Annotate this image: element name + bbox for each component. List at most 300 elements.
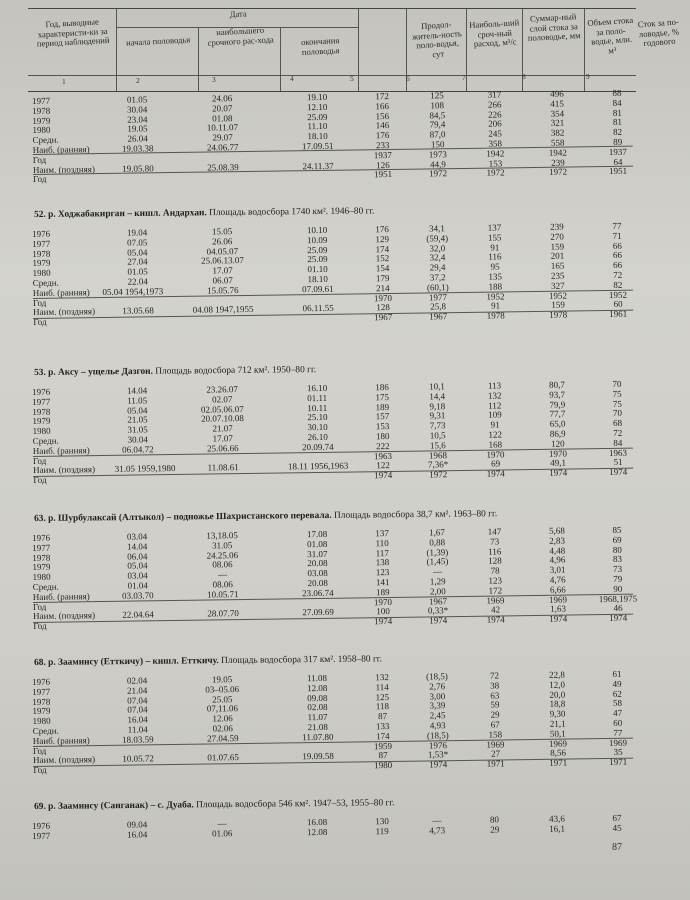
cell-start: 14.04 bbox=[126, 541, 148, 552]
cell-volume: 18,8 bbox=[549, 698, 566, 710]
cell-max-date: 01.07.65 bbox=[207, 752, 239, 763]
cell-start: 07.05 bbox=[126, 237, 148, 248]
cell-max-date: 13,18.05 bbox=[206, 530, 238, 541]
cell-end: 21.08 bbox=[307, 721, 328, 733]
cell-max-date: 31.05 bbox=[211, 540, 233, 551]
cell-start: 01.05 bbox=[126, 94, 148, 105]
cell-percent: 58 bbox=[612, 698, 622, 709]
cell-end: 12.08 bbox=[306, 682, 328, 693]
cell-depth: 91 bbox=[490, 419, 500, 430]
cell-discharge: 1968 bbox=[428, 449, 448, 461]
cell-volume: 235 bbox=[550, 270, 565, 281]
cell-percent: 79 bbox=[613, 573, 623, 584]
cell-max-date: 23.26.07 bbox=[206, 384, 238, 395]
cell-start: 18.03.59 bbox=[122, 734, 154, 745]
cell-start: 23.04 bbox=[127, 113, 148, 125]
cell-max-date: 12.06 bbox=[212, 713, 233, 724]
row-label: Наиб. (ранняя) bbox=[32, 144, 90, 155]
cell-duration: 172 bbox=[375, 91, 389, 102]
cell-start: 19.05 bbox=[127, 123, 148, 135]
cell-discharge: 87,0 bbox=[429, 129, 446, 140]
cell-discharge: 32,4 bbox=[429, 252, 446, 263]
cell-duration: 176 bbox=[375, 130, 390, 141]
cell-depth: 116 bbox=[488, 251, 502, 263]
cell-percent: 75 bbox=[612, 388, 622, 399]
cell-start: 03.03.70 bbox=[122, 590, 154, 601]
cell-percent: 72 bbox=[613, 427, 623, 438]
cell-depth: 91 bbox=[491, 300, 501, 311]
cell-start: 19.04 bbox=[126, 227, 148, 238]
row-label: Наим. (поздняя) bbox=[33, 754, 96, 766]
cell-start: 30.04 bbox=[127, 434, 148, 445]
cell-discharge: 1,53* bbox=[427, 749, 449, 760]
cell-depth: 188 bbox=[488, 281, 503, 292]
cell-discharge: 7,73 bbox=[429, 420, 446, 431]
cell-depth: 38 bbox=[490, 680, 500, 691]
cell-duration: 138 bbox=[375, 557, 390, 568]
cell-depth: 245 bbox=[488, 128, 502, 139]
cell-start: 19.05.80 bbox=[122, 162, 154, 174]
row-label: 1978 bbox=[32, 248, 51, 259]
cell-max-date: 24.06.77 bbox=[206, 142, 239, 153]
cell-max-date: 10.05.71 bbox=[207, 588, 239, 600]
cell-percent: 46 bbox=[613, 603, 623, 614]
cell-volume: 50,1 bbox=[549, 728, 566, 739]
column-number: 3 bbox=[212, 75, 216, 84]
cell-percent: 1937 bbox=[608, 146, 627, 157]
cell-percent: 1951 bbox=[609, 166, 628, 177]
row-label: 1976 bbox=[31, 676, 51, 687]
cell-volume: 6,66 bbox=[549, 584, 566, 595]
cell-end: 10.10 bbox=[306, 224, 328, 236]
cell-end: 16.08 bbox=[306, 816, 328, 828]
cell-end: 18.10 bbox=[307, 131, 328, 142]
cell-percent: 82 bbox=[612, 126, 623, 138]
cell-end: 20.08 bbox=[307, 558, 328, 569]
cell-depth: 29 bbox=[490, 709, 500, 720]
cell-end: 24.11.37 bbox=[302, 160, 334, 171]
cell-depth: 128 bbox=[488, 555, 502, 567]
cell-depth: 147 bbox=[487, 526, 502, 537]
cell-volume: 77,7 bbox=[549, 408, 566, 420]
cell-percent: 88 bbox=[612, 87, 622, 98]
row-label: Наим. (поздняя) bbox=[33, 610, 96, 622]
cell-start: 06.04.72 bbox=[122, 444, 154, 455]
cell-discharge: 34,1 bbox=[429, 223, 445, 234]
cell-duration: 1980 bbox=[374, 760, 393, 771]
cell-discharge: 10,1 bbox=[429, 381, 445, 392]
row-label: Средн. bbox=[32, 725, 59, 736]
cell-max-date: 19.05 bbox=[211, 674, 233, 685]
cell-percent: 1974 bbox=[609, 466, 628, 478]
cell-volume: 558 bbox=[550, 137, 565, 148]
cell-depth: 95 bbox=[490, 261, 500, 272]
cell-end: 18.10 bbox=[307, 273, 328, 285]
cell-depth: 116 bbox=[488, 546, 502, 557]
cell-discharge: 150 bbox=[430, 139, 445, 150]
cell-duration: 176 bbox=[375, 224, 389, 235]
cell-duration: 1974 bbox=[374, 470, 393, 481]
cell-end: 11.10 bbox=[307, 121, 328, 132]
cell-percent: 35 bbox=[613, 747, 623, 758]
cell-start: 16.04 bbox=[126, 829, 148, 840]
cell-percent: 1968,1975 bbox=[598, 593, 638, 604]
cell-depth: 63 bbox=[490, 690, 500, 701]
cell-depth: 226 bbox=[487, 109, 502, 120]
cell-start: 05.04 bbox=[127, 246, 148, 258]
cell-volume: 21,1 bbox=[549, 718, 566, 729]
cell-volume: 9,30 bbox=[549, 708, 566, 719]
cell-max-date: 04.05.07 bbox=[206, 245, 239, 257]
cell-volume: 49,1 bbox=[550, 457, 567, 469]
data-rows bbox=[31, 668, 628, 776]
row-label: 1977 bbox=[32, 686, 51, 697]
cell-end: 09.08 bbox=[307, 692, 328, 703]
cell-discharge: 1972 bbox=[429, 168, 448, 179]
cell-percent: 82 bbox=[613, 279, 623, 290]
cell-percent: 1974 bbox=[609, 612, 628, 624]
row-label: 1980 bbox=[32, 571, 51, 583]
cell-discharge: (18,5) bbox=[426, 671, 448, 682]
cell-percent: 64 bbox=[613, 156, 623, 167]
cell-start: 05.04 bbox=[127, 404, 148, 416]
cell-duration: 153 bbox=[375, 421, 390, 432]
cell-percent: 47 bbox=[612, 707, 623, 719]
section-basin-info: Площадь водосбора 1740 км². 1946–80 гг. bbox=[209, 206, 375, 219]
cell-discharge: 10,5 bbox=[429, 430, 446, 441]
cell-end: 27.09.69 bbox=[302, 607, 334, 618]
cell-volume: 86,9 bbox=[549, 428, 566, 439]
cell-discharge: 1974 bbox=[429, 615, 448, 626]
cell-duration: 186 bbox=[375, 382, 389, 393]
column-number: 8 bbox=[522, 72, 526, 81]
cell-depth: 78 bbox=[490, 565, 500, 576]
section-title-68 bbox=[34, 654, 382, 668]
cell-max-date: 10.11.07 bbox=[206, 122, 239, 133]
cell-duration: 126 bbox=[376, 159, 390, 170]
row-label: Год bbox=[32, 455, 47, 466]
cell-duration: 87 bbox=[378, 750, 388, 761]
cell-depth: 72 bbox=[489, 670, 500, 681]
cell-depth: 137 bbox=[487, 222, 502, 233]
cell-discharge: 1977 bbox=[428, 291, 448, 303]
cell-duration: 156 bbox=[375, 110, 390, 121]
cell-start: 21.04 bbox=[126, 685, 148, 696]
cell-percent: 80 bbox=[612, 544, 622, 555]
cell-percent: 71 bbox=[612, 230, 622, 241]
cell-end: 25.09 bbox=[307, 244, 328, 255]
cell-volume: 1974 bbox=[549, 613, 568, 624]
cell-volume: 1942 bbox=[548, 147, 567, 158]
cell-max-date: 02.07 bbox=[211, 394, 233, 405]
cell-discharge: 9,31 bbox=[429, 410, 446, 421]
cell-duration: 137 bbox=[375, 528, 389, 539]
cell-discharge: 44,9 bbox=[430, 158, 446, 170]
section-title-53 bbox=[34, 365, 316, 378]
row-label: Наим. (поздняя) bbox=[32, 163, 95, 175]
row-label: Год bbox=[32, 745, 47, 756]
cell-end: 12.08 bbox=[306, 826, 328, 837]
cell-duration: 146 bbox=[375, 120, 390, 131]
cell-percent: 81 bbox=[612, 117, 622, 128]
cell-volume: 93,7 bbox=[549, 389, 566, 400]
row-label: 1979 bbox=[32, 562, 51, 573]
cell-discharge: 1,29 bbox=[429, 576, 446, 587]
cell-volume: 4,96 bbox=[549, 554, 566, 566]
cell-max-date: — bbox=[217, 818, 227, 829]
header-runoff-depth: Суммар-ный слой стока за половодье, мм bbox=[527, 11, 581, 44]
cell-depth: 1952 bbox=[486, 290, 505, 302]
cell-percent: 1961 bbox=[609, 308, 628, 320]
row-label: 1980 bbox=[32, 715, 51, 727]
cell-max-date: 24.06 bbox=[211, 93, 233, 104]
row-label: 1976 bbox=[31, 532, 51, 543]
cell-depth: 168 bbox=[488, 439, 503, 450]
cell-volume: 321 bbox=[550, 117, 565, 129]
cell-depth: 132 bbox=[487, 390, 502, 401]
cell-duration: 132 bbox=[375, 672, 389, 683]
cell-percent: 85 bbox=[612, 524, 622, 535]
data-rows bbox=[31, 220, 628, 328]
cell-duration: 166 bbox=[375, 100, 389, 112]
cell-discharge: 9,18 bbox=[429, 400, 446, 412]
row-label: 1976 bbox=[31, 820, 51, 831]
cell-duration: 1959 bbox=[373, 740, 393, 751]
cell-volume: 65,0 bbox=[549, 418, 566, 429]
cell-discharge: 7,36* bbox=[427, 459, 449, 470]
row-label: Средн. bbox=[32, 435, 59, 446]
cell-duration: 174 bbox=[375, 243, 390, 254]
cell-depth: 1978 bbox=[486, 310, 505, 321]
cell-volume: 43,6 bbox=[549, 813, 565, 824]
section-river-name: 53. р. Аксу – ущелье Дазгон. bbox=[34, 366, 153, 378]
cell-duration: 87 bbox=[377, 711, 388, 722]
cell-start: 19.03.38 bbox=[121, 143, 154, 154]
row-label: 1980 bbox=[32, 267, 51, 279]
cell-depth: 113 bbox=[487, 380, 502, 391]
row-label: 1979 bbox=[32, 706, 51, 717]
cell-percent: 70 bbox=[612, 378, 622, 389]
row-label: Наиб. (ранняя) bbox=[32, 734, 90, 746]
cell-depth: 67 bbox=[490, 719, 500, 730]
cell-discharge: 2,45 bbox=[429, 710, 446, 721]
cell-max-date: 25.05 bbox=[212, 693, 233, 705]
row-label: 1978 bbox=[32, 696, 51, 707]
cell-depth: 206 bbox=[488, 118, 502, 130]
section-basin-info: Площадь водосбора 317 км². 1958–80 гг. bbox=[221, 654, 382, 667]
cell-end: 12.10 bbox=[306, 101, 328, 112]
row-label: Средн. bbox=[32, 581, 59, 592]
row-label: 1979 bbox=[32, 115, 51, 126]
section-title-69 bbox=[34, 798, 394, 812]
cell-max-date: 20.07.10.08 bbox=[201, 413, 244, 425]
cell-percent: 84 bbox=[612, 97, 622, 108]
cell-depth: 1972 bbox=[486, 167, 505, 179]
column-number: 6 bbox=[406, 74, 410, 83]
cell-end: 01.10 bbox=[307, 264, 328, 275]
cell-duration: 141 bbox=[375, 576, 390, 588]
cell-max-date: 08.06 bbox=[212, 559, 233, 570]
cell-duration: 1951 bbox=[374, 169, 393, 180]
cell-max-date: 25.06.66 bbox=[207, 442, 239, 454]
cell-discharge: 1972 bbox=[429, 469, 448, 480]
section-river-name: 69. р. Зааминсу (Санганак) – с. Дуаба. bbox=[34, 800, 194, 812]
cell-end: 19.09.58 bbox=[302, 751, 334, 762]
cell-max-date: 01.06 bbox=[211, 828, 233, 839]
row-label: 1980 bbox=[32, 125, 51, 136]
row-label: Наиб. (ранняя) bbox=[32, 590, 90, 602]
cell-volume: 382 bbox=[550, 127, 565, 138]
cell-percent: 1969 bbox=[608, 737, 628, 748]
cell-end: 31.07 bbox=[307, 548, 328, 559]
header-date-group: Дата bbox=[229, 8, 247, 20]
cell-max-date: 24.25.06 bbox=[206, 549, 239, 561]
cell-max-date: 20.07 bbox=[211, 103, 233, 114]
cell-end: 10.11 bbox=[307, 402, 328, 413]
cell-percent: 90 bbox=[613, 583, 623, 594]
cell-start: 09.04 bbox=[126, 819, 148, 830]
cell-volume: 239 bbox=[551, 157, 565, 168]
section-title-63 bbox=[34, 509, 497, 524]
cell-volume: 80,7 bbox=[549, 379, 565, 390]
cell-start: 07.04 bbox=[127, 704, 148, 716]
cell-depth: 122 bbox=[488, 429, 503, 440]
header-flood-end: окончания половодья bbox=[300, 35, 340, 57]
cell-discharge: 3,39 bbox=[429, 700, 446, 711]
cell-discharge: 25,8 bbox=[430, 301, 447, 312]
cell-start: 05.04 1954,1973 bbox=[102, 285, 164, 297]
cell-end: 26.10 bbox=[307, 431, 328, 443]
cell-depth: 91 bbox=[490, 242, 500, 253]
cell-percent: 81 bbox=[612, 107, 622, 118]
cell-depth: 317 bbox=[487, 89, 502, 100]
cell-discharge: 4,73 bbox=[429, 825, 446, 836]
cell-max-date: 17.07 bbox=[212, 433, 233, 444]
cell-duration: 152 bbox=[375, 253, 390, 264]
cell-duration: 1967 bbox=[374, 312, 393, 323]
cell-percent: 1952 bbox=[608, 289, 628, 300]
cell-duration: 100 bbox=[376, 606, 390, 617]
cell-start: 05.04 bbox=[127, 560, 148, 572]
row-label: Наиб. (ранняя) bbox=[32, 444, 90, 456]
section-basin-info: Площадь водосбора 712 км². 1950–80 гг. bbox=[155, 365, 317, 377]
cell-percent: 73 bbox=[612, 563, 623, 575]
cell-end: 30.10 bbox=[307, 422, 328, 433]
header-runoff-volume: Объем стока за поло-водье, млн. м³ bbox=[587, 14, 634, 56]
cell-max-date: 08.06 bbox=[212, 579, 233, 590]
cell-percent: 60 bbox=[613, 717, 623, 728]
cell-volume: 5,68 bbox=[549, 525, 565, 536]
cell-start: 26.04 bbox=[127, 133, 148, 144]
column-number: 7 bbox=[462, 73, 466, 82]
row-label: 1977 bbox=[31, 95, 51, 106]
cell-duration: 1963 bbox=[373, 450, 393, 461]
cell-end: 25.09 bbox=[307, 254, 328, 265]
cell-end: 20.08 bbox=[307, 577, 328, 589]
cell-end: 02.08 bbox=[307, 702, 328, 713]
cell-start: 27.04 bbox=[127, 256, 148, 268]
cell-max-date: — bbox=[218, 569, 228, 580]
cell-discharge: (59,4) bbox=[426, 232, 449, 244]
cell-volume: 327 bbox=[551, 280, 565, 291]
cell-duration: 179 bbox=[375, 272, 390, 284]
cell-max-date: 29.07 bbox=[212, 132, 233, 143]
cell-duration: 123 bbox=[375, 567, 390, 578]
cell-max-date: 21.07 bbox=[212, 423, 233, 434]
cell-volume: 79,9 bbox=[549, 399, 566, 410]
cell-discharge: 1967 bbox=[428, 595, 448, 607]
row-label: Наиб. (ранняя) bbox=[32, 286, 90, 298]
data-rows bbox=[31, 378, 628, 486]
cell-depth: 80 bbox=[489, 814, 500, 825]
row-label: 1977 bbox=[32, 238, 51, 249]
cell-start: 13.05.68 bbox=[122, 305, 154, 317]
cell-duration: 1970 bbox=[373, 292, 393, 303]
cell-depth: 109 bbox=[488, 409, 502, 421]
cell-percent: 69 bbox=[612, 534, 622, 545]
row-label: 1976 bbox=[31, 228, 51, 239]
cell-volume: 239 bbox=[550, 221, 564, 232]
cell-depth: 172 bbox=[488, 585, 503, 596]
cell-volume: 20,0 bbox=[549, 689, 566, 700]
cell-percent: 70 bbox=[612, 408, 622, 419]
cell-percent: 67 bbox=[612, 812, 622, 823]
header-duration: Продол-житель-ность поло-водья, сут bbox=[411, 18, 463, 60]
cell-duration: 117 bbox=[375, 547, 389, 558]
cell-duration: 180 bbox=[375, 430, 390, 442]
cell-volume: 1971 bbox=[549, 757, 568, 768]
cell-volume: 415 bbox=[550, 98, 564, 109]
data-rows bbox=[31, 87, 628, 185]
cell-discharge: 4,93 bbox=[429, 720, 446, 731]
section-basin-info: Площадь водосбора 546 км². 1947–53, 1955–80 гг. bbox=[196, 798, 395, 811]
cell-volume: 1,63 bbox=[550, 603, 567, 615]
cell-volume: 1978 bbox=[549, 309, 568, 320]
cell-discharge: 15,6 bbox=[429, 440, 446, 451]
row-label: Год bbox=[32, 154, 47, 165]
row-label: 1978 bbox=[32, 552, 51, 563]
cell-duration: 122 bbox=[376, 460, 390, 471]
cell-end: 11.07.80 bbox=[302, 731, 334, 743]
cell-end: 25.10 bbox=[307, 412, 328, 423]
cell-depth: 1942 bbox=[486, 148, 505, 159]
cell-volume: 1970 bbox=[548, 448, 568, 459]
cell-end: 17.08 bbox=[306, 528, 328, 540]
cell-start: 03.04 bbox=[126, 531, 148, 542]
cell-max-date: 17.07 bbox=[212, 265, 233, 276]
cell-volume: 22,8 bbox=[549, 669, 565, 680]
cell-duration: 110 bbox=[375, 537, 389, 549]
cell-duration: 1970 bbox=[373, 596, 393, 607]
cell-end: 07.09.61 bbox=[302, 283, 334, 295]
column-number: 5 bbox=[350, 74, 354, 83]
cell-volume: 354 bbox=[550, 108, 565, 119]
cell-volume: 16,1 bbox=[549, 823, 566, 834]
cell-percent: 62 bbox=[612, 688, 622, 699]
cell-end: 11.08 bbox=[306, 672, 328, 684]
cell-end: 01.08 bbox=[306, 538, 328, 549]
cell-discharge: 2,76 bbox=[429, 681, 446, 692]
cell-max-date: 02.06 bbox=[212, 723, 233, 734]
cell-duration: 1974 bbox=[374, 616, 393, 627]
cell-depth: 123 bbox=[488, 575, 503, 586]
cell-start: 30.04 bbox=[126, 104, 148, 115]
cell-volume: 496 bbox=[550, 88, 564, 99]
cell-duration: 1937 bbox=[373, 149, 392, 161]
cell-duration: 129 bbox=[375, 233, 389, 245]
cell-depth: 112 bbox=[488, 400, 502, 411]
cell-start: 02.04 bbox=[126, 675, 148, 686]
